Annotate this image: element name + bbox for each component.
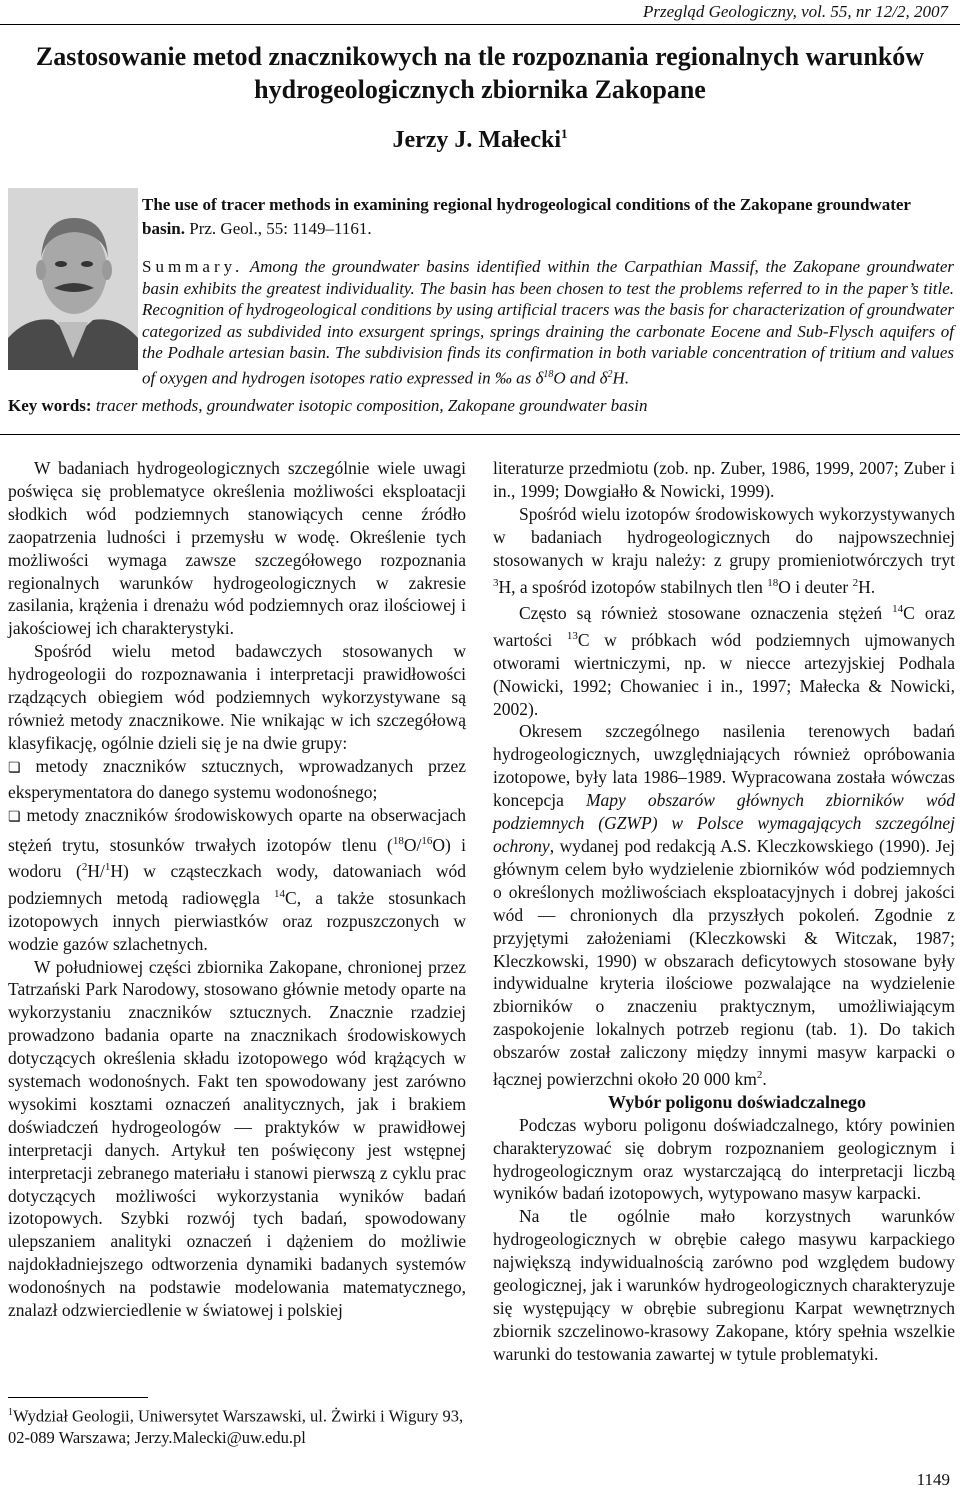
- text: H.: [858, 576, 876, 597]
- sup: 2: [756, 1069, 763, 1082]
- sup: 13: [566, 630, 578, 642]
- section-heading: Wybór poligonu doświadczalnego: [607, 1091, 867, 1112]
- sup: 1: [104, 861, 111, 874]
- citation-ref: Prz. Geol., 55: 1149–1161.: [189, 219, 372, 238]
- sup: 3: [493, 576, 499, 589]
- left-paragraph-1: W badaniach hydrogeologicznych szczególnie wiele uwagi poświęca się problematyce określenia możliwości eksploatacji słodkich wód podziemnych stanowiących cenne źródło zaopatrzenia ludności i przemysłu w wodę. Określenie tych możliwości wymaga zawsze szczegółowego rozpoznania regionalnych warunków hydrogeologicznych w zakresie zasilania, krążenia i drenażu wód podziemnych oraz ilościowej i jakościowej ich charakterystyki.: [8, 458, 466, 639]
- right-paragraph-1: [493, 503, 955, 598]
- text: C, a także stosunkach izotopowych innych pierwiastków oraz rozpuszczonych w wodzie gazów szlachetnych.: [8, 887, 466, 954]
- map-title: Mapy obszarów głównych zbiorników wód podziemnych (GZWP) w Polsce wymagających szczególnej ochrony: [493, 790, 955, 856]
- text: , wydanej pod redakcją A.S. Kleczkowskiego (1990). Jej głównym celem było wydzielenie zbiorników wód podziemnych o określonych możliwościach eksploatacyjnych i dobrej jakości wód — chronionych dla przyszłych pokoleń. Zgodnie z przyjętymi założeniami (Kleczkowski & Witczak, 1987; Kleczkowski, 1990) w obszarach deficytowych stosowane były indywidualne kryteria ilościowe pozwalające na wydzielenie zbiorników o znaczeniu praktycznym, umożliwiającym zaspokojenie lokalnych potrzeb regionu (tab. 1). Do takich obszarów został zaliczony między innymi masyw karpacki o łącznej powierzchni około 20 000 km: [493, 835, 955, 1089]
- section-rule: [0, 434, 960, 435]
- right-paragraph-2: [493, 598, 955, 720]
- author-photo: [8, 188, 138, 370]
- left-paragraph-3: W południowej części zbiornika Zakopane, chronionej przez Tatrzański Park Narodowy, stosowano głównie metody oparte na wykorzystaniu znaczników sztucznych. Znacznie rzadziej prowadzono badania oparte na znacznikach środowiskowych dotyczących określenia składu izotopowego wód krążących w systemach wodonośnych. Fakt ten spowodowany jest zarówno wysokimi kosztami oznaczeń analitycznych, jak i brakiem doświadczeń hydrogeologów — praktyków w prawidłowej interpretacji danych. Artykuł ten poświęcony jest wstępnej interpretacji zebranego materiału i stanowi pierwszą z cyklu prac dotyczących możliwości wykorzystania wyników badań izotopowych. Szybki rozwój tych badań, spowodowany ulepszaniem analityki oznaczeń i dążeniem do możliwie najdokładniejszego odtworzenia dynamiki badanych systemów wodonośnych na podstawie modelowania matematycznego, znalazł odzwierciedlenie w światowej i polskiej: [8, 956, 466, 1321]
- summary-sup-2: 2: [607, 368, 613, 380]
- right-paragraph-4: Podczas wyboru poligonu doświadczalnego, który powinien charakteryzować się dobrym rozpoznaniem geologicznym i hydrogeologicznym oraz wystarczającą do interpretacji liczbą wyników badań izotopowych, wytypowano masyw karpacki.: [493, 1114, 955, 1204]
- bullet-item-2: [8, 804, 466, 956]
- right-paragraph-0: literaturze przedmiotu (zob. np. Zuber, 1986, 1999, 2007; Zuber i in., 1999; Dowgiałło & Nowicki, 1999).: [493, 458, 955, 501]
- text: O i deuter: [778, 576, 853, 597]
- keywords-value: tracer methods, groundwater isotopic composition, Zakopane groundwater basin: [95, 396, 648, 415]
- title-line-2: hydrogeologicznych zbiornika Zakopane: [254, 75, 706, 104]
- text: H/: [87, 861, 105, 882]
- footnote-text: Wydział Geologii, Uniwersytet Warszawski, ul. Żwirki i Wigury 93, 02-089 Warszawa; Jerzy.Malecki@uw.edu.pl: [8, 1406, 464, 1447]
- citation-title: The use of tracer methods in examining regional hydrogeological conditions of the Zakopane groundwater basin.: [142, 195, 911, 238]
- footnote-mark: 1: [8, 1407, 13, 1418]
- bullet-1-text: metody znaczników sztucznych, wprowadzanych przez eksperymentatora do danego systemu wodonośnego;: [8, 755, 467, 802]
- journal-header: Przegląd Geologiczny, vol. 55, nr 12/2, 2007: [642, 2, 948, 21]
- footnote: [8, 1402, 468, 1448]
- summary-label: Summary.: [142, 257, 244, 276]
- author-footnote-mark: 1: [561, 126, 568, 141]
- page-number: 1149: [916, 1470, 950, 1489]
- text: O) i wodoru (: [8, 834, 466, 882]
- text: Okresem szczególnego nasilenia terenowych badań hydrogeologicznych, uwzględniających również opróbowania izotopowe, były lata 1986–1989. Wypracowana została wówczas koncepcja: [493, 721, 955, 811]
- header-rule: [0, 24, 960, 25]
- footnote-rule: [8, 1397, 148, 1398]
- text: Spośród wielu izotopów środowiskowych wykorzystywanych w badaniach hydrogeologicznych do najpowszechniej stosowanych w kraju należy: z grupy promieniotwórczych tryt: [493, 503, 955, 570]
- sup: 18: [392, 834, 404, 847]
- summary-sup-18: 18: [543, 368, 554, 380]
- author: [0, 126, 960, 154]
- text: .: [762, 1068, 767, 1089]
- article-title: [0, 40, 960, 106]
- sup: 2: [81, 861, 88, 874]
- keywords-label: Key words:: [8, 396, 92, 415]
- summary-text-c: H.: [612, 368, 630, 388]
- right-paragraph-3: [493, 720, 955, 1090]
- text: C oraz wartości: [493, 603, 955, 650]
- checkbox-bullet-icon: ❏: [8, 760, 21, 776]
- summary: [142, 256, 954, 389]
- summary-text-b: O and δ: [553, 368, 608, 388]
- bullet-2-text: metody znaczników środowiskowych oparte na obserwacjach stężeń trytu, stosunków trwałych izotopów tlenu (: [8, 804, 466, 855]
- text: H, a spośród izotopów stabilnych tlen: [498, 576, 768, 597]
- right-paragraph-5: Na tle ogólnie mało korzystnych warunków hydrogeologicznych w obrębie całego masywu karpackiego największą indywidualnością zarówno pod względem budowy geologicznej, jak i warunków hydrogeologicznych charakteryzuje się występujący w obrębie subregionu Karpat wewnętrznych zbiornik szczelinowo-krasowy Zakopane, który spełnia wszelkie warunki do testowania zawartej w tytule problematyki.: [493, 1206, 955, 1364]
- sup: 14: [892, 603, 904, 616]
- sup: 18: [767, 576, 779, 589]
- checkbox-bullet-icon: ❏: [8, 809, 21, 825]
- text: Często są również stosowane oznaczenia stężeń: [519, 603, 893, 624]
- citation: [142, 193, 954, 241]
- sup: 2: [852, 576, 859, 589]
- author-name: Jerzy J. Małecki: [392, 127, 562, 153]
- keywords: [8, 396, 953, 416]
- text: H) w cząsteczkach wody, datowaniach wód podziemnych metodą radiowęgla: [8, 861, 466, 908]
- bullet-item-1: [8, 755, 466, 804]
- text: C w próbkach wód podziemnych ujmowanych otworami wiertniczymi, np. w niecce artezyjskiej Podhala (Nowicki, 1992; Chowaniec i in., 1997; Małecka & Nowicki, 2002).: [493, 629, 955, 719]
- left-paragraph-2: Spośród wielu metod badawczych stosowanych w hydrogeologii do rozpoznawania i interpretacji prawidłowości rządzących obiegiem wód podziemnych wykorzystywane są również metody znacznikowe. Nie wnikając w ich szczegółową klasyfikację, ogólnie dzieli się je na dwie grupy:: [8, 641, 466, 753]
- sup: 16: [421, 834, 433, 847]
- left-column: [8, 457, 466, 1322]
- portrait-illustration: [8, 188, 138, 370]
- right-column: [493, 457, 955, 1366]
- title-line-1: Zastosowanie metod znacznikowych na tle rozpoznania regionalnych warunków: [35, 42, 925, 71]
- text: O/: [403, 834, 422, 855]
- summary-text-a: Among the groundwater basins identified within the Carpathian Massif, the Zakopane groundwater basin exhibits the greatest individuality. The basin has been chosen to test the problems referred to in the paper’s title. Recognition of hydrogeological conditions by using artificial tracers was the basis for characterization of groundwater categorized as subdivided into exsurgent springs, springs draining the carbonate Eocene and Sub-Flysch aquifers of the Podhale artesian basin. The subdivision finds its confirmation in both variable concentration of tritium and values of oxygen and hydrogen isotopes ratio expressed in ‰ as δ: [142, 257, 954, 388]
- sup: 14: [274, 887, 286, 900]
